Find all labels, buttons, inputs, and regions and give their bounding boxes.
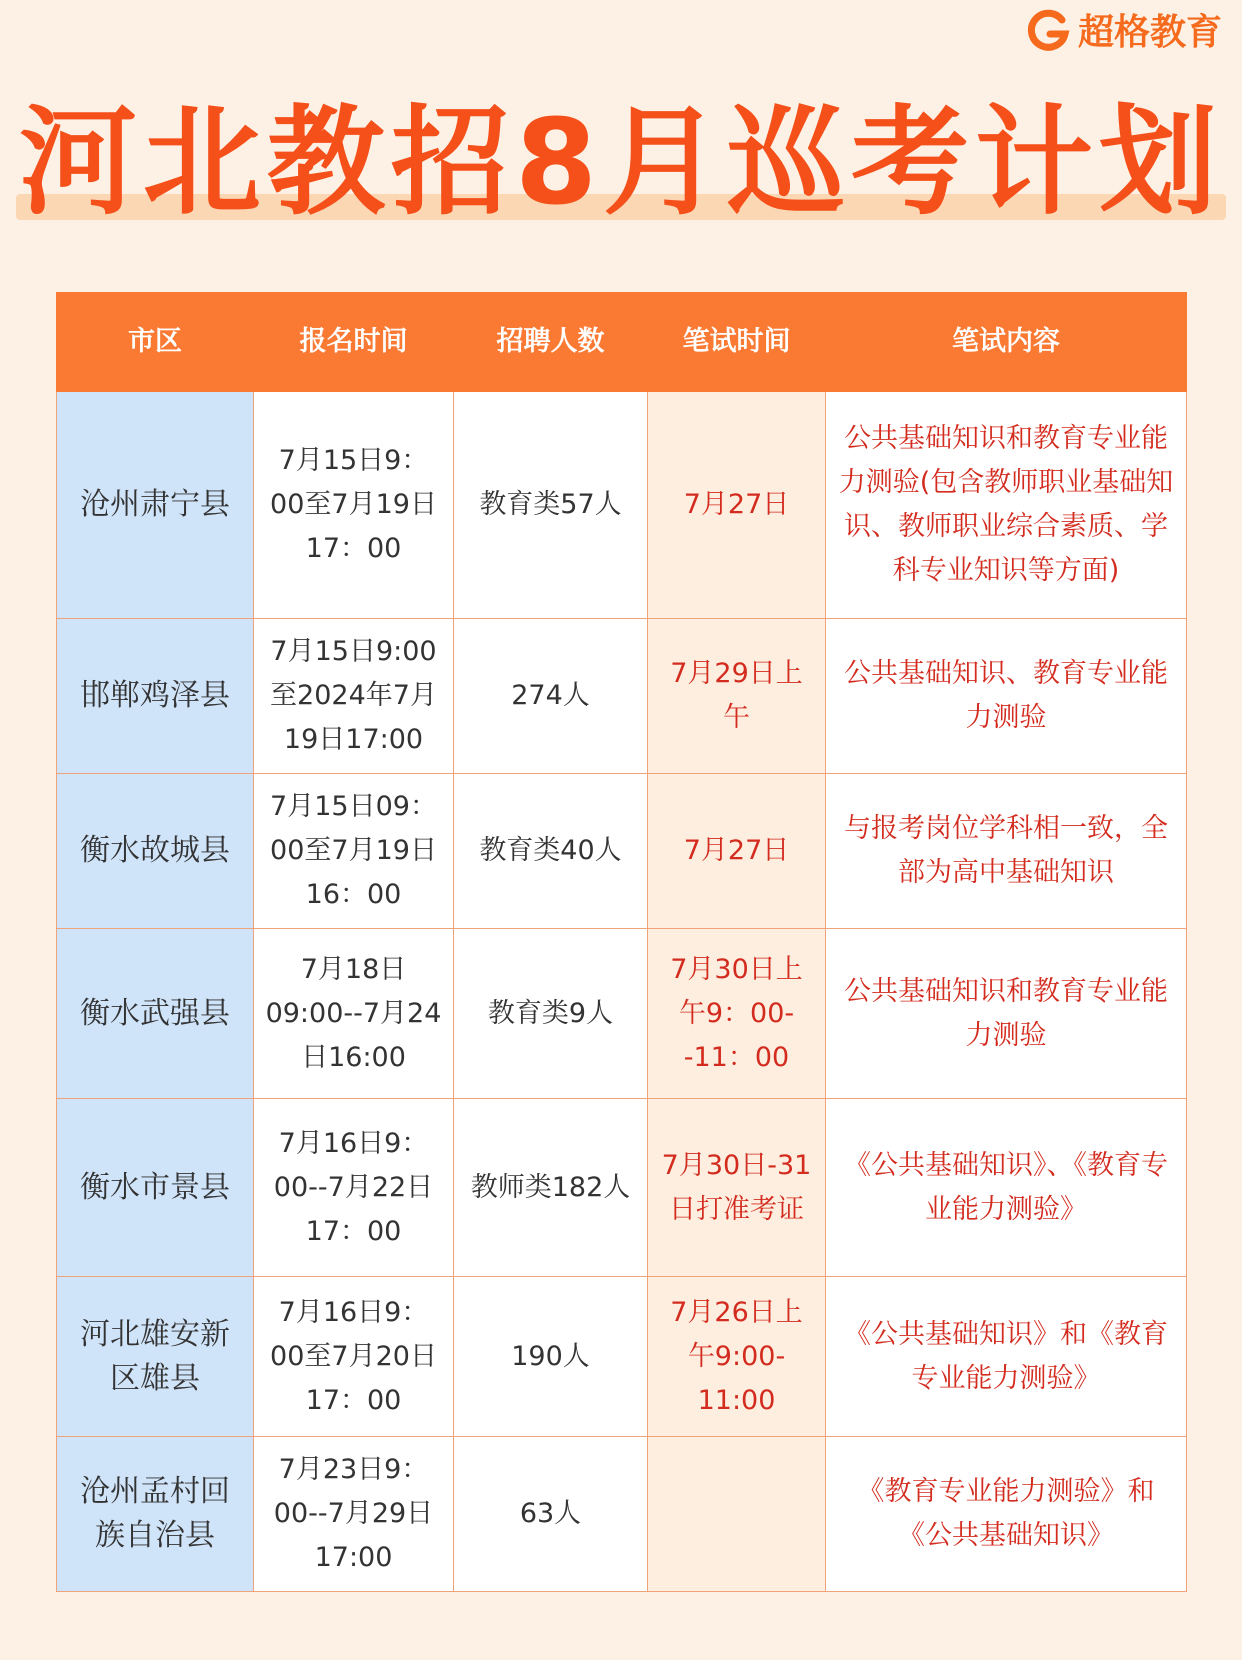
cell-exam-content: 《公共基础知识》、《教育专业能力测验》: [826, 1099, 1187, 1277]
cell-exam-content: 与报考岗位学科相一致，全部为高中基础知识: [826, 774, 1187, 929]
header-city: 市区: [57, 293, 254, 392]
schedule-table: [56, 292, 1187, 1592]
cell-recruit-count: 教育类40人: [454, 774, 648, 929]
header-exam-content: 笔试内容: [826, 293, 1187, 392]
table-row: [57, 619, 1187, 774]
cell-recruit-count: 63人: [454, 1437, 648, 1592]
cell-register-time: 7月15日09：00至7月19日16：00: [254, 774, 454, 929]
cell-city: 沧州孟村回族自治县: [57, 1437, 254, 1592]
cell-register-time: 7月15日9:00至2024年7月19日17:00: [254, 619, 454, 774]
cell-city: 衡水故城县: [57, 774, 254, 929]
header-exam-time: 笔试时间: [648, 293, 826, 392]
cell-exam-content: 公共基础知识、教育专业能力测验: [826, 619, 1187, 774]
cell-exam-time: 7月29日上午: [648, 619, 826, 774]
table-row: [57, 929, 1187, 1099]
cell-city: 衡水市景县: [57, 1099, 254, 1277]
cell-recruit-count: 274人: [454, 619, 648, 774]
cell-exam-content: 公共基础知识和教育专业能力测验: [826, 929, 1187, 1099]
cell-exam-time: 7月30日-31日打准考证: [648, 1099, 826, 1277]
brand-name: 超格教育: [1077, 12, 1222, 53]
cell-exam-content: 《公共基础知识》和《教育专业能力测验》: [826, 1277, 1187, 1437]
table-row: [57, 1099, 1187, 1277]
table-row: [57, 1277, 1187, 1437]
cell-recruit-count: 190人: [454, 1277, 648, 1437]
cell-register-time: 7月23日9：00--7月29日17:00: [254, 1437, 454, 1592]
cell-recruit-count: 教育类57人: [454, 392, 648, 619]
table-row: [57, 774, 1187, 929]
cell-exam-time: 7月26日上午9:00-11:00: [648, 1277, 826, 1437]
cell-register-time: 7月16日9：00--7月22日17：00: [254, 1099, 454, 1277]
cell-exam-time: [648, 1437, 826, 1592]
page-title: 河北教招8月巡考计划: [18, 93, 1224, 231]
header-recruit-count: 招聘人数: [454, 293, 648, 392]
cell-register-time: 7月16日9：00至7月20日17：00: [254, 1277, 454, 1437]
cell-exam-time: 7月27日: [648, 392, 826, 619]
cell-register-time: 7月18日09:00--7月24日16:00: [254, 929, 454, 1099]
cell-exam-content: 公共基础知识和教育专业能力测验(包含教师职业基础知识、教师职业综合素质、学科专业知识等方面): [826, 392, 1187, 619]
brand-logo: [1026, 4, 1222, 55]
title-block: [16, 92, 1226, 232]
cell-city: 邯郸鸡泽县: [57, 619, 254, 774]
cell-register-time: 7月15日9：00至7月19日17：00: [254, 392, 454, 619]
brand-g-icon: [1026, 8, 1070, 52]
cell-city: 河北雄安新区雄县: [57, 1277, 254, 1437]
cell-recruit-count: 教育类9人: [454, 929, 648, 1099]
cell-exam-content: 《教育专业能力测验》和《公共基础知识》: [826, 1437, 1187, 1592]
table-row: [57, 1437, 1187, 1592]
cell-recruit-count: 教师类182人: [454, 1099, 648, 1277]
cell-exam-time: 7月30日上午9：00--11：00: [648, 929, 826, 1099]
table-row: [57, 392, 1187, 619]
cell-exam-time: 7月27日: [648, 774, 826, 929]
table-header-row: [57, 293, 1187, 392]
header-register-time: 报名时间: [254, 293, 454, 392]
cell-city: 沧州肃宁县: [57, 392, 254, 619]
cell-city: 衡水武强县: [57, 929, 254, 1099]
